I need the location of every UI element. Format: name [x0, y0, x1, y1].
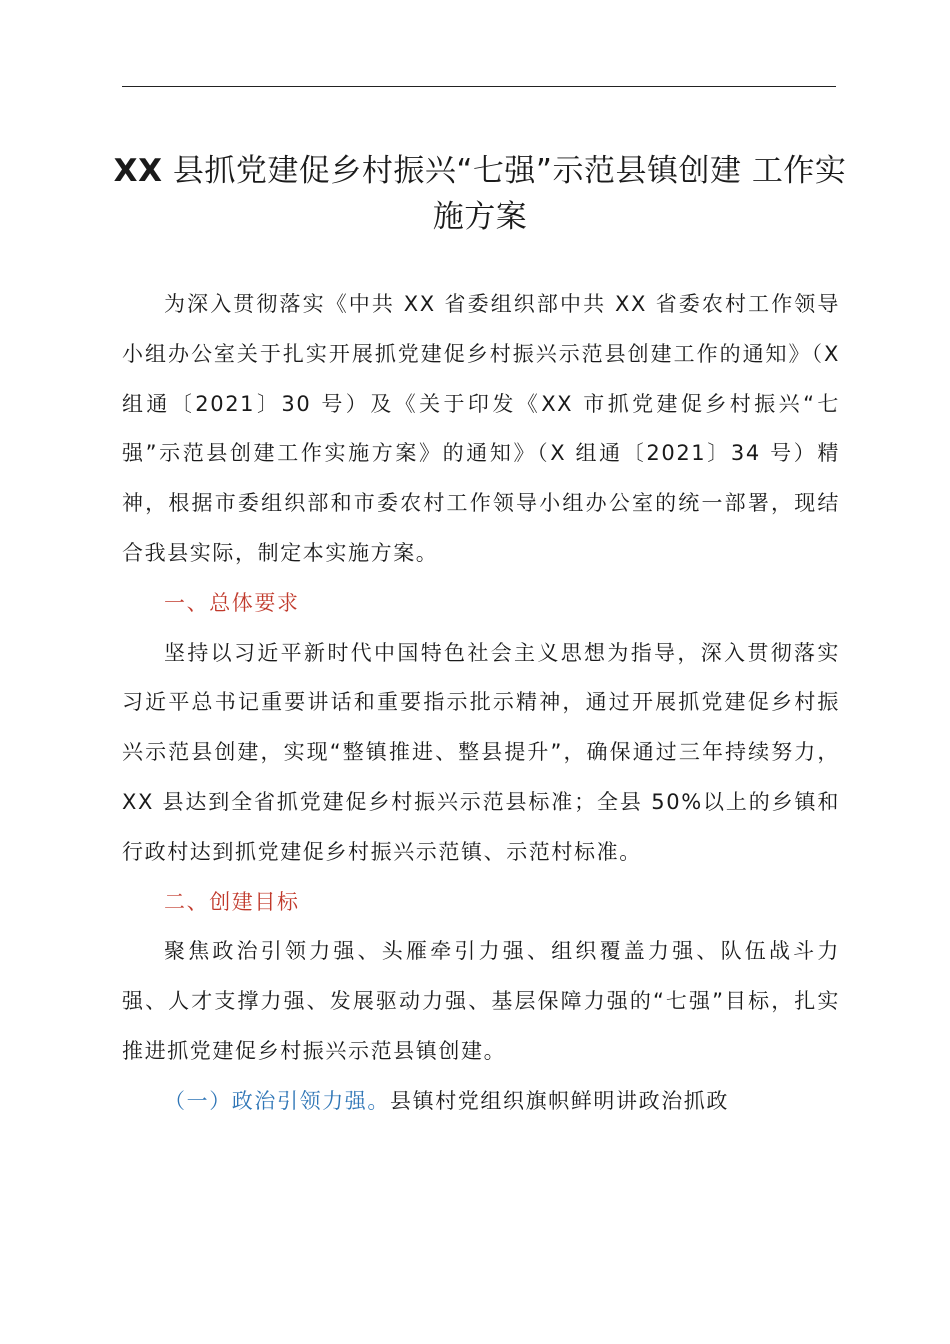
- title-line-1-text: 县抓党建促乡村振兴“七强”示范县镇创建: [162, 153, 742, 189]
- intro-paragraph: 为深入贯彻落实《中共 XX 省委组织部中共 XX 省委农村工作领导小组办公室关于扎实开展抓党建促乡村振兴示范县创建工作的通知》（X 组通〔2021〕30 号）及《关于印发《XX 市抓党建促乡村振兴“七强”示范县创建工作实施方案》的通知》（X 组通〔2021〕34 号）精神，根据市委组织部和市委农村工作领导小组办公室的统一部署，现结合我县实际，制定本实施方案。: [122, 292, 840, 565]
- subsection-text: 县镇村党组织旗帜鲜明讲政治抓政: [390, 1088, 729, 1113]
- document-title: [100, 148, 860, 240]
- section1-paragraph: 坚持以习近平新时代中国特色社会主义思想为指导，深入贯彻落实习近平总书记重要讲话和重要指示批示精神，通过开展抓党建促乡村振兴示范县创建，实现“整镇推进、整县提升”，确保通过三年持续努力，XX 县达到全省抓党建促乡村振兴示范县标准；全县 50%以上的乡镇和行政村达到抓党建促乡村振兴示范镇、示范村标准。: [122, 640, 840, 864]
- title-line-1: [114, 153, 742, 189]
- section-heading-creation-goals: 二、创建目标: [164, 889, 300, 914]
- header-rule: [122, 86, 836, 87]
- document-body: [122, 280, 840, 1127]
- subsection-political-leadership: [122, 1077, 840, 1127]
- section-heading-overall-requirements: 一、总体要求: [164, 590, 300, 615]
- title-line-2: 工作实施方案: [432, 153, 847, 235]
- section2-paragraph: 聚焦政治引领力强、头雁牵引力强、组织覆盖力强、队伍战斗力强、人才支撑力强、发展驱动力强、基层保障力强的“七强”目标，扎实推进抓党建促乡村振兴示范县镇创建。: [122, 939, 840, 1063]
- title-bold-prefix: XX: [113, 153, 163, 189]
- subsection-label: （一）政治引领力强。: [164, 1088, 390, 1113]
